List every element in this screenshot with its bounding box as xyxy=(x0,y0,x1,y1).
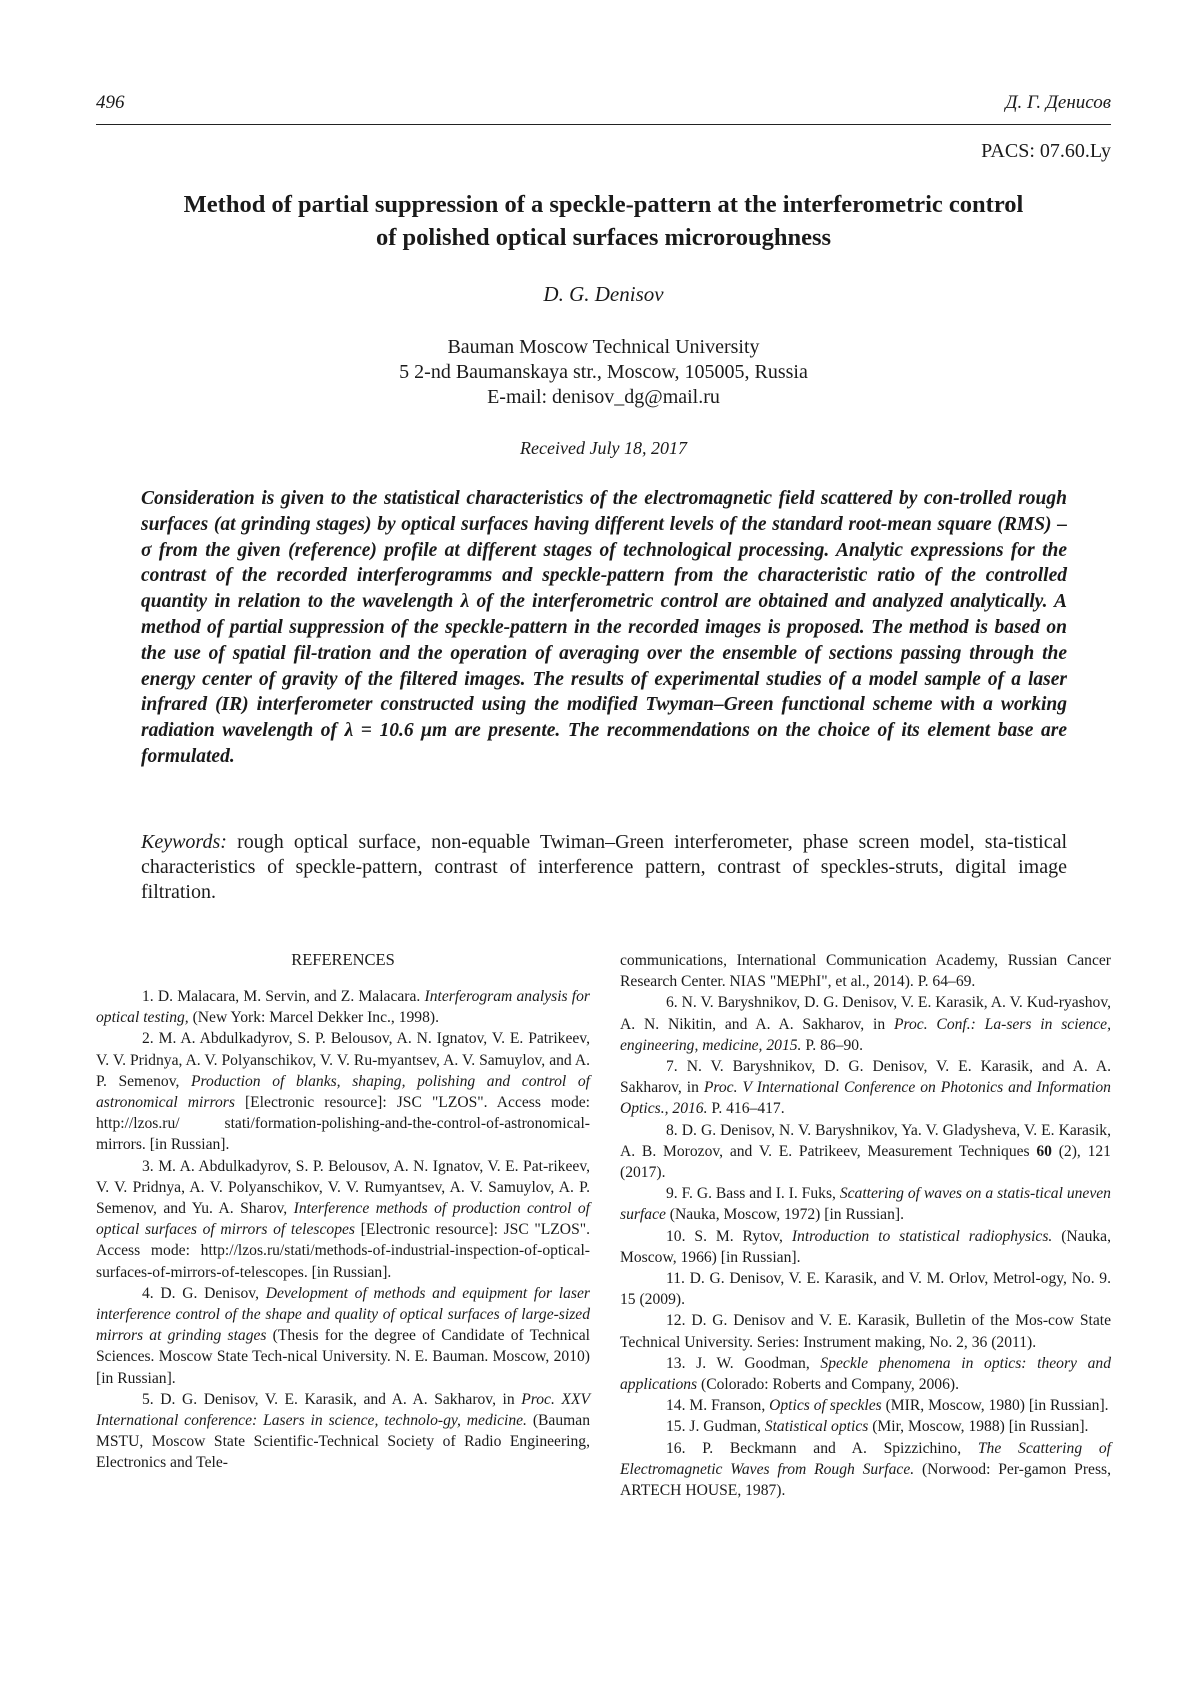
reference-source: (Nauka, Moscow, 1966) [in Russian]. xyxy=(620,1227,1112,1266)
reference-number: 7. xyxy=(666,1058,678,1076)
affiliation xyxy=(96,335,1111,410)
reference-source: (Thesis for the degree of Candidate of Technical Sciences. Moscow State Tech-nical University. N. E. Bauman. Moscow, 2010) [in Russian]. xyxy=(96,1327,590,1387)
reference-title: Speckle phenomena in optics: theory and applications xyxy=(620,1354,1112,1394)
reference-title: Introduction to statistical radiophysics. xyxy=(791,1227,1053,1245)
reference-4 xyxy=(96,1283,590,1389)
reference-authors: D. G. Denisov, V. E. Karasik, and A. A. Sakharov, in xyxy=(160,1390,522,1408)
reference-authors: F. G. Bass and I. I. Fuks, xyxy=(681,1185,840,1203)
affiliation-email: E-mail: denisov_dg@mail.ru xyxy=(487,386,720,408)
reference-13 xyxy=(620,1353,1111,1395)
reference-8 xyxy=(620,1120,1111,1184)
reference-source: P. 416–417. xyxy=(707,1100,785,1118)
reference-title: Production of blanks, shaping, polishing and control of astronomical mirrors xyxy=(96,1072,591,1112)
keywords-label: Keywords: xyxy=(141,831,227,853)
reference-source: P. 86–90. xyxy=(801,1036,863,1054)
reference-title: Development of methods and equipment for laser interference control of the shape and quality of optical surfaces of large-sized mirrors at grinding stages xyxy=(96,1284,590,1345)
reference-source: (Bauman MSTU, Moscow State Scientific-Technical Society of Radio Engineering, Electronics and Tele- xyxy=(96,1412,590,1472)
reference-5-continued: communications, International Communication Academy, Russian Cancer Research Center. NIAS "MEPhI", et al., 2014). P. 64–69. xyxy=(620,952,1111,991)
paper-title xyxy=(96,188,1111,254)
reference-source: (New York: Marcel Dekker Inc., 1998). xyxy=(188,1009,439,1027)
reference-authors: J. W. Goodman, xyxy=(696,1354,821,1372)
reference-title: Statistical optics xyxy=(764,1418,869,1436)
reference-authors: J. Gudman, xyxy=(689,1418,765,1436)
reference-number: 14. xyxy=(666,1397,686,1415)
reference-6 xyxy=(620,992,1111,1056)
reference-title: Proc. XXV International conference: Lasers in science, technolo-gy, medicine. xyxy=(96,1390,590,1430)
reference-source: (Nauka, Moscow, 1972) [in Russian]. xyxy=(665,1206,904,1224)
keywords-text: rough optical surface, non-equable Twiman–Green interferometer, phase screen model, sta-tistical characteristics of speckle-pattern, contrast of interference pattern, contrast of speckles-struts, digital image filtration. xyxy=(141,831,1068,903)
reference-authors: M. A. Abdulkadyrov, S. P. Belousov, A. N. Ignatov, V. E. Patrikeev, V. V. Pridnya, A. V. Polyanschikov, V. V. Ru-myantsev, A. V. Samuylov, and A. P. Semenov, xyxy=(96,1030,590,1090)
reference-authors: D. Malacara, M. Servin, and Z. Malacara. xyxy=(157,988,425,1005)
reference-authors: D. G. Denisov, N. V. Baryshnikov, Ya. V. Gladysheva, V. E. Karasik, A. B. Morozov, and V. E. Patrikeev, Measurement Techniques xyxy=(620,1121,1111,1160)
reference-number: 9. xyxy=(666,1185,678,1203)
reference-number: 4. xyxy=(142,1284,154,1302)
references-right-column xyxy=(620,950,1111,1501)
abstract: Consideration is given to the statistical characteristics of the electromagnetic field scattered by con-trolled rough surfaces (at grinding stages) by optical surfaces having different levels of the standard root-mean square (RMS) – σ from the given (reference) profile at different stages of technological processing. Analytic expressions for the contrast of the recorded interferogramms and speckle-pattern from the characteristic ratio of the controlled quantity in relation to the wavelength λ of the interferometric control are obtained and analyzed analytically. A method of partial suppression of the speckle-pattern in the recorded images is proposed. The method is based on the use of spatial fil-tration and the operation of averaging over the ensemble of sections passing through the energy center of gravity of the filtered images. The results of experimental studies of a model sample of a laser infrared (IR) interferometer constructed using the modified Twyman–Green functional scheme with a working radiation wavelength of λ = 10.6 μm are presente. The recommendations on the choice of its element base are formulated. xyxy=(141,488,1067,767)
reference-authors: D. G. Denisov and V. E. Karasik, Bulletin of the Mos-cow State Technical University. Series: Instrument making, No. 2, 36 (2011). xyxy=(620,1312,1111,1351)
reference-number: 5. xyxy=(142,1390,154,1408)
reference-number: 12. xyxy=(666,1312,686,1330)
author-name: D. G. Denisov xyxy=(543,282,664,306)
reference-number: 13. xyxy=(666,1354,686,1372)
title-line-2: of polished optical surfaces microroughness xyxy=(375,224,832,251)
reference-10 xyxy=(620,1226,1111,1268)
reference-authors: N. V. Baryshnikov, D. G. Denisov, V. E. Karasik, A. V. Kud-ryashov, A. N. Nikitin, and A. A. Sakharov, in xyxy=(620,994,1111,1033)
page-number: 496 xyxy=(96,92,125,113)
reference-title: The Scattering of Electromagnetic Waves from Rough Surface. xyxy=(620,1439,1111,1478)
reference-source: (Colorado: Roberts and Company, 2006). xyxy=(697,1376,959,1394)
reference-7 xyxy=(620,1056,1111,1120)
reference-number: 16. xyxy=(666,1439,686,1457)
reference-source: (2), 121 (2017). xyxy=(620,1142,1111,1182)
reference-authors: S. M. Rytov, xyxy=(694,1227,792,1245)
reference-5 xyxy=(96,1389,590,1474)
reference-number: 8. xyxy=(666,1121,678,1139)
title-line-1: Method of partial suppression of a speckle-pattern at the interferometric control xyxy=(183,191,1024,218)
references-left-column xyxy=(96,986,590,1474)
reference-15 xyxy=(620,1416,1111,1437)
reference-2 xyxy=(96,1028,590,1155)
reference-volume: 60 xyxy=(1036,1142,1052,1160)
reference-title: Proc. Conf.: La-sers in science, engineering, medicine, 2015. xyxy=(620,1015,1111,1054)
running-header xyxy=(96,92,1111,125)
reference-authors: P. Beckmann and A. Spizzichino, xyxy=(702,1439,978,1457)
keywords xyxy=(141,830,1067,905)
affiliation-institution: Bauman Moscow Technical University xyxy=(447,336,760,358)
reference-source: (Norwood: Per-gamon Press, ARTECH HOUSE, 1987). xyxy=(620,1460,1111,1500)
reference-title: Scattering of waves on a statis-tical uneven surface xyxy=(620,1185,1111,1224)
reference-number: 10. xyxy=(666,1227,686,1245)
reference-12 xyxy=(620,1310,1111,1352)
reference-title: Interferogram analysis for optical testing, xyxy=(96,988,590,1027)
reference-11 xyxy=(620,1268,1111,1310)
reference-14 xyxy=(620,1395,1111,1416)
reference-source: (Mir, Moscow, 1988) [in Russian]. xyxy=(868,1418,1089,1436)
reference-number: 6. xyxy=(666,994,678,1012)
reference-authors: N. V. Baryshnikov, D. G. Denisov, V. E. Karasik, and A. A. Sakharov, in xyxy=(620,1058,1112,1097)
reference-9 xyxy=(620,1183,1111,1225)
reference-number: 11. xyxy=(666,1270,685,1288)
running-author: Д. Г. Денисов xyxy=(1005,92,1111,113)
references-heading: REFERENCES xyxy=(291,950,395,969)
reference-authors: D. G. Denisov, V. E. Karasik, and V. M. Orlov, Metrol-ogy, No. 9. 15 (2009). xyxy=(620,1270,1111,1309)
reference-source: [Electronic resource]: JSC "LZOS". Access mode: http://lzos.ru/ stati/formation-polishing-and-the-control-of-astronomical-mirrors. [in Russian]. xyxy=(96,1094,590,1154)
reference-number: 2. xyxy=(142,1030,154,1048)
reference-source: [Electronic resource]: JSC "LZOS". Access mode: http://lzos.ru/stati/methods-of-industrial-inspection-of-optical-surfaces-of-mirrors-of-telescopes. [in Russian]. xyxy=(96,1221,591,1281)
pacs-code: PACS: 07.60.Ly xyxy=(981,140,1111,162)
reference-1 xyxy=(96,986,590,1028)
affiliation-address: 5 2-nd Baumanskaya str., Moscow, 105005, Russia xyxy=(399,361,808,383)
reference-authors: M. Franson, xyxy=(689,1397,770,1415)
reference-number: 15. xyxy=(666,1418,686,1436)
reference-16 xyxy=(620,1438,1111,1502)
reference-title: Interference methods of production control of optical surfaces of mirrors of telescopes xyxy=(96,1200,590,1239)
reference-3 xyxy=(96,1156,590,1283)
reference-source: (MIR, Moscow, 1980) [in Russian]. xyxy=(881,1397,1109,1415)
reference-authors: D. G. Denisov, xyxy=(160,1284,266,1302)
reference-number: 1. xyxy=(142,988,154,1005)
received-date: Received July 18, 2017 xyxy=(520,438,687,458)
reference-title: Optics of speckles xyxy=(769,1397,882,1415)
reference-title: Proc. V International Conference on Photonics and Information Optics., 2016. xyxy=(620,1079,1111,1118)
reference-number: 3. xyxy=(142,1157,154,1175)
reference-authors: M. A. Abdulkadyrov, S. P. Belousov, A. N. Ignatov, V. E. Pat-rikeev, V. V. Pridnya, A. V. Polyanschikov, V. V. Rumyantsev, A. V. Samuylov, A. P. Semenov, and Yu. A. Sharov, xyxy=(96,1157,591,1218)
